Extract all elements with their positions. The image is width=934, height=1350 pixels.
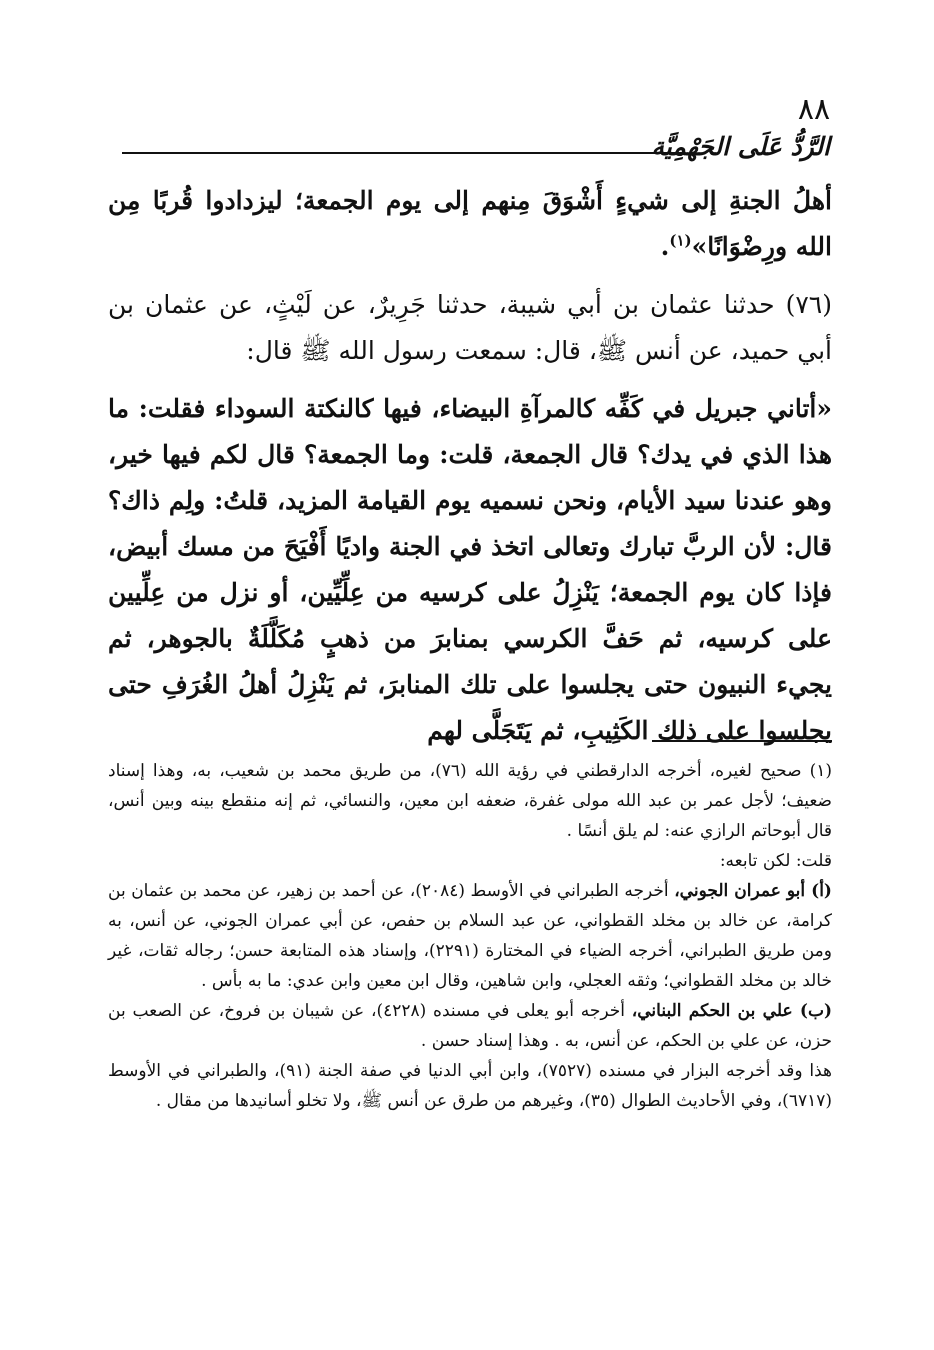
footnote-separator: [652, 740, 832, 742]
footnote-reference: (١): [669, 231, 692, 250]
footnote-item-b-text: أخرجه أبو يعلى في مسنده (٤٢٢٨)، عن شيبان بن فروخ، عن الصعب بن حزن، عن علي بن الحكم، عن أنس، به . وهذا إسناد حسن .: [108, 1001, 832, 1051]
footnote-1: (١) صحيح لغيره، أخرجه الدارقطني في رؤية الله (٧٦)، من طريق محمد بن شعيب، به، وهذا إسناد ضعيف؛ لأجل عمر بن عبد الله مولى غفرة، ضعفه ابن معين، والنسائي، ثم إنه منقطع بينه وبين أنس، قال أبوحاتم الرازي عنه: لم يلق أنسًا .: [108, 761, 832, 841]
header-rule: [122, 152, 682, 154]
main-text: [108, 178, 832, 754]
footnote-item-b: [108, 996, 832, 1056]
footnote-item-a: [108, 876, 832, 996]
hadith-chain: (٧٦) حدثنا عثمان بن أبي شيبة، حدثنا جَرِيرٌ، عن لَيْثٍ، عن عثمان بن أبي حميد، عن أنس ﷺ، قال: سمعت رسول الله ﷺ قال:: [108, 290, 832, 365]
paragraph-continuation-text: أهلُ الجنةِ إلى شيءٍ أَشْوَقَ مِنهم إلى يوم الجمعة؛ ليزدادوا قُربًا مِن الله ورِضْوَانًا»: [108, 186, 832, 261]
paragraph-continuation-end: .: [660, 232, 670, 261]
footnote-item-b-label: (ب) علي بن الحكم البناني،: [631, 1001, 832, 1021]
footnotes: [108, 756, 832, 1116]
hadith-text: «أتاني جبريل في كَفِّه كالمرآةِ البيضاء، فيها كالنكتة السوداء فقلت: ما هذا الذي في يدك؟ قال الجمعة، قلت: وما الجمعة؟ قال لكم فيها خير، وهو عندنا سيد الأيام، ونحن نسميه يوم القيامة المزيد، قلتُ: ولِم ذاك؟ قال: لأن الربَّ تبارك وتعالى اتخذ في الجنة واديًا أَفْيَحَ من مسك أبيض، فإذا كان يوم الجمعة؛ يَنْزِلُ على كرسيه من عِلِّيِّين، أو نزل من عِلِّيين على كرسيه، ثم حَفَّ الكرسي بمنابرَ من ذهبٍ مُكَلَّلَةٌ بالجوهر، ثم يجيء النبيون حتى يجلسوا على تلك المنابرَ، ثم يَنْزِلُ أهلُ الغُرَفِ حتى يجلسوا على ذلك الكَثِيبِ، ثم يَتَجَلَّى لهم: [108, 394, 832, 745]
footnote-item-a-text: أخرجه الطبراني في الأوسط (٢٠٨٤)، عن أحمد بن زهير، عن محمد بن عثمان بن كرامة، عن خالد بن مخلد القطواني، عن عبد السلام بن حفص، عن أبي عمران الجوني، عن أنس، به ومن طريق الطبراني، أخرجه الضياء في المختارة (٢٢٩١)، وإسناد هذه المتابعة حسن؛ رجاله ثقات، غير خالد بن مخلد القطواني؛ وثقه العجلي، وابن شاهين، وقال ابن معين وابن عدي: ما به بأس .: [108, 881, 832, 991]
paragraph-continuation: [108, 178, 832, 270]
running-header-title: الرَّدُّ عَلَى الجَهْمِيَّة: [651, 132, 830, 161]
footnote-closing: هذا وقد أخرجه البزار في مسنده (٧٥٢٧)، وابن أبي الدنيا في صفة الجنة (٩١)، والطبراني في الأوسط (٦٧١٧)، وفي الأحاديث الطوال (٣٥)، وغيرهم من طرق عن أنس ﷺ، ولا تخلو أسانيدها من مقال .: [108, 1061, 832, 1111]
page-number: ٨٨: [797, 92, 831, 127]
footnote-item-a-label: (أ) أبو عمران الجوني،: [674, 881, 832, 901]
running-header: [110, 128, 830, 168]
footnote-note: قلت: لكن تابعه:: [719, 851, 832, 871]
